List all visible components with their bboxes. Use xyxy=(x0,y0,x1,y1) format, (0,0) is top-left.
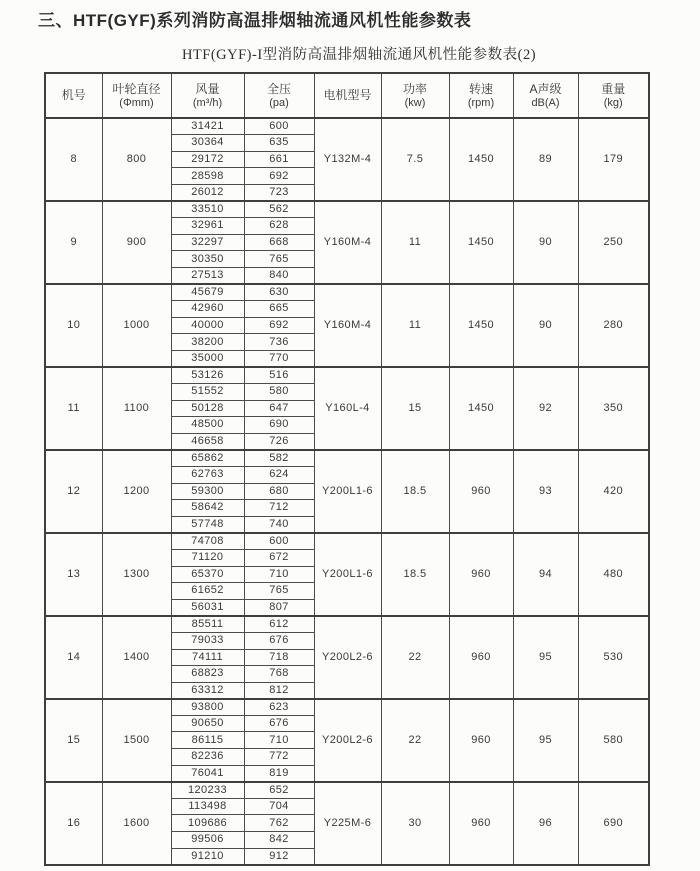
cell-pressure: 676 xyxy=(244,715,314,732)
cell-airflow: 42960 xyxy=(171,301,244,318)
cell-speed: 960 xyxy=(449,533,513,616)
cell-pressure: 692 xyxy=(244,317,314,334)
cell-model-no: 13 xyxy=(45,533,102,616)
header-label: 功率 xyxy=(402,81,427,96)
cell-pressure: 772 xyxy=(244,749,314,766)
table-row xyxy=(45,450,649,467)
table-row xyxy=(45,616,649,633)
cell-motor-model: Y200L1-6 xyxy=(314,533,381,616)
cell-airflow: 46658 xyxy=(171,433,244,450)
cell-pressure: 765 xyxy=(244,583,314,600)
header-label: 全压 xyxy=(266,81,291,96)
header-label: 叶轮直径 xyxy=(112,81,161,96)
cell-pressure: 665 xyxy=(244,301,314,318)
cell-airflow: 56031 xyxy=(171,599,244,616)
cell-power: 7.5 xyxy=(381,118,449,201)
cell-airflow: 109686 xyxy=(171,815,244,832)
cell-pressure: 652 xyxy=(244,782,314,799)
cell-noise-level: 95 xyxy=(513,699,578,782)
cell-weight: 179 xyxy=(578,118,649,201)
header-label: 机号 xyxy=(61,88,86,102)
page-title: 三、HTF(GYF)系列消防高温排烟轴流通风机性能参数表 xyxy=(38,11,472,30)
cell-pressure: 612 xyxy=(244,616,314,633)
cell-motor-model: Y200L2-6 xyxy=(314,616,381,699)
table-row xyxy=(45,367,649,384)
cell-pressure: 600 xyxy=(244,118,314,135)
header-impeller-diameter xyxy=(102,73,171,118)
header-label: A声级 xyxy=(529,81,562,96)
cell-model-no: 10 xyxy=(45,284,102,367)
cell-pressure: 692 xyxy=(244,168,314,185)
cell-model-no: 11 xyxy=(45,367,102,450)
cell-airflow: 30350 xyxy=(171,251,244,268)
header-unit: (pa) xyxy=(269,96,289,109)
cell-speed: 960 xyxy=(449,699,513,782)
cell-impeller-diameter: 800 xyxy=(102,118,171,201)
header-row xyxy=(45,73,649,118)
cell-airflow: 28598 xyxy=(171,168,244,185)
cell-noise-level: 90 xyxy=(513,284,578,367)
cell-power: 30 xyxy=(381,782,449,865)
cell-airflow: 48500 xyxy=(171,417,244,434)
cell-airflow: 71120 xyxy=(171,549,244,566)
header-airflow xyxy=(171,73,244,118)
cell-model-no: 9 xyxy=(45,201,102,284)
cell-airflow: 32961 xyxy=(171,218,244,235)
cell-pressure: 630 xyxy=(244,284,314,301)
cell-speed: 1450 xyxy=(449,367,513,450)
cell-airflow: 82236 xyxy=(171,749,244,766)
cell-impeller-diameter: 900 xyxy=(102,201,171,284)
cell-pressure: 672 xyxy=(244,549,314,566)
cell-model-no: 8 xyxy=(45,118,102,201)
cell-motor-model: Y160M-4 xyxy=(314,284,381,367)
cell-pressure: 770 xyxy=(244,350,314,367)
cell-pressure: 600 xyxy=(244,533,314,550)
cell-airflow: 65862 xyxy=(171,450,244,467)
cell-power: 15 xyxy=(381,367,449,450)
cell-motor-model: Y160L-4 xyxy=(314,367,381,450)
cell-pressure: 807 xyxy=(244,599,314,616)
table-row xyxy=(45,782,649,799)
cell-weight: 250 xyxy=(578,201,649,284)
table-subtitle: HTF(GYF)-I型消防高温排烟轴流通风机性能参数表(2) xyxy=(181,47,537,63)
cell-airflow: 32297 xyxy=(171,234,244,251)
header-unit: (m³/h) xyxy=(192,96,223,109)
cell-pressure: 690 xyxy=(244,417,314,434)
cell-pressure: 726 xyxy=(244,433,314,450)
cell-speed: 960 xyxy=(449,616,513,699)
table-row xyxy=(45,284,649,301)
header-label: 风量 xyxy=(195,81,220,96)
cell-airflow: 58642 xyxy=(171,500,244,517)
cell-pressure: 765 xyxy=(244,251,314,268)
cell-noise-level: 95 xyxy=(513,616,578,699)
cell-airflow: 76041 xyxy=(171,765,244,782)
cell-speed: 1450 xyxy=(449,284,513,367)
header-unit: dB(A) xyxy=(531,96,560,109)
header-label: 转速 xyxy=(468,81,493,96)
cell-speed: 1450 xyxy=(449,201,513,284)
cell-airflow: 86115 xyxy=(171,732,244,749)
cell-pressure: 712 xyxy=(244,500,314,517)
cell-airflow: 51552 xyxy=(171,384,244,401)
cell-airflow: 79033 xyxy=(171,632,244,649)
cell-pressure: 723 xyxy=(244,184,314,201)
cell-weight: 420 xyxy=(578,450,649,533)
cell-model-no: 16 xyxy=(45,782,102,865)
cell-pressure: 736 xyxy=(244,334,314,351)
cell-noise-level: 93 xyxy=(513,450,578,533)
table-row xyxy=(45,699,649,716)
table-row xyxy=(45,201,649,218)
cell-airflow: 40000 xyxy=(171,317,244,334)
cell-airflow: 74708 xyxy=(171,533,244,550)
cell-airflow: 31421 xyxy=(171,118,244,135)
cell-pressure: 635 xyxy=(244,135,314,152)
table-body xyxy=(45,118,649,865)
cell-noise-level: 96 xyxy=(513,782,578,865)
cell-motor-model: Y160M-4 xyxy=(314,201,381,284)
header-power xyxy=(381,73,449,118)
cell-model-no: 15 xyxy=(45,699,102,782)
cell-pressure: 912 xyxy=(244,848,314,865)
table-row xyxy=(45,533,649,550)
cell-speed: 1450 xyxy=(449,118,513,201)
header-weight xyxy=(578,73,649,118)
cell-airflow: 90650 xyxy=(171,715,244,732)
header-motor-model xyxy=(314,73,381,118)
cell-weight: 480 xyxy=(578,533,649,616)
cell-airflow: 45679 xyxy=(171,284,244,301)
cell-pressure: 710 xyxy=(244,732,314,749)
cell-motor-model: Y200L1-6 xyxy=(314,450,381,533)
header-unit: (rpm) xyxy=(467,96,495,109)
cell-airflow: 27513 xyxy=(171,267,244,284)
cell-noise-level: 94 xyxy=(513,533,578,616)
cell-impeller-diameter: 1600 xyxy=(102,782,171,865)
cell-airflow: 91210 xyxy=(171,848,244,865)
header-unit: (kg) xyxy=(603,96,623,109)
cell-weight: 690 xyxy=(578,782,649,865)
cell-model-no: 12 xyxy=(45,450,102,533)
cell-airflow: 85511 xyxy=(171,616,244,633)
cell-pressure: 710 xyxy=(244,566,314,583)
cell-pressure: 647 xyxy=(244,400,314,417)
cell-airflow: 68823 xyxy=(171,666,244,683)
cell-pressure: 680 xyxy=(244,483,314,500)
header-speed xyxy=(449,73,513,118)
cell-pressure: 668 xyxy=(244,234,314,251)
cell-pressure: 768 xyxy=(244,666,314,683)
cell-weight: 530 xyxy=(578,616,649,699)
cell-airflow: 57748 xyxy=(171,516,244,533)
cell-airflow: 120233 xyxy=(171,782,244,799)
cell-pressure: 623 xyxy=(244,699,314,716)
header-total-pressure xyxy=(244,73,314,118)
header-model-no xyxy=(45,73,102,118)
cell-noise-level: 90 xyxy=(513,201,578,284)
header-unit: (Φmm) xyxy=(119,96,154,109)
cell-weight: 350 xyxy=(578,367,649,450)
cell-motor-model: Y200L2-6 xyxy=(314,699,381,782)
cell-noise-level: 92 xyxy=(513,367,578,450)
cell-pressure: 661 xyxy=(244,151,314,168)
cell-power: 18.5 xyxy=(381,450,449,533)
cell-speed: 960 xyxy=(449,782,513,865)
cell-pressure: 580 xyxy=(244,384,314,401)
cell-power: 11 xyxy=(381,284,449,367)
cell-power: 18.5 xyxy=(381,533,449,616)
cell-airflow: 113498 xyxy=(171,798,244,815)
cell-pressure: 516 xyxy=(244,367,314,384)
cell-power: 22 xyxy=(381,616,449,699)
cell-airflow: 26012 xyxy=(171,184,244,201)
cell-pressure: 718 xyxy=(244,649,314,666)
cell-airflow: 65370 xyxy=(171,566,244,583)
cell-pressure: 819 xyxy=(244,765,314,782)
cell-pressure: 676 xyxy=(244,632,314,649)
cell-motor-model: Y132M-4 xyxy=(314,118,381,201)
cell-motor-model: Y225M-6 xyxy=(314,782,381,865)
cell-impeller-diameter: 1000 xyxy=(102,284,171,367)
cell-power: 11 xyxy=(381,201,449,284)
cell-airflow: 33510 xyxy=(171,201,244,218)
cell-impeller-diameter: 1100 xyxy=(102,367,171,450)
header-noise-level xyxy=(513,73,578,118)
cell-impeller-diameter: 1200 xyxy=(102,450,171,533)
cell-airflow: 63312 xyxy=(171,682,244,699)
cell-airflow: 99506 xyxy=(171,832,244,849)
cell-pressure: 624 xyxy=(244,466,314,483)
cell-airflow: 74111 xyxy=(171,649,244,666)
fan-parameters-table xyxy=(44,72,650,866)
cell-impeller-diameter: 1400 xyxy=(102,616,171,699)
cell-airflow: 93800 xyxy=(171,699,244,716)
cell-power: 22 xyxy=(381,699,449,782)
cell-airflow: 59300 xyxy=(171,483,244,500)
cell-pressure: 704 xyxy=(244,798,314,815)
cell-airflow: 61652 xyxy=(171,583,244,600)
cell-weight: 280 xyxy=(578,284,649,367)
cell-airflow: 30364 xyxy=(171,135,244,152)
cell-speed: 960 xyxy=(449,450,513,533)
cell-impeller-diameter: 1300 xyxy=(102,533,171,616)
cell-pressure: 842 xyxy=(244,832,314,849)
cell-airflow: 50128 xyxy=(171,400,244,417)
cell-impeller-diameter: 1500 xyxy=(102,699,171,782)
cell-pressure: 582 xyxy=(244,450,314,467)
cell-pressure: 762 xyxy=(244,815,314,832)
cell-pressure: 562 xyxy=(244,201,314,218)
header-unit: (kw) xyxy=(404,96,426,109)
cell-weight: 580 xyxy=(578,699,649,782)
header-label: 重量 xyxy=(601,81,626,96)
cell-model-no: 14 xyxy=(45,616,102,699)
cell-pressure: 740 xyxy=(244,516,314,533)
table-row xyxy=(45,118,649,135)
cell-airflow: 35000 xyxy=(171,350,244,367)
cell-pressure: 812 xyxy=(244,682,314,699)
cell-noise-level: 89 xyxy=(513,118,578,201)
cell-airflow: 53126 xyxy=(171,367,244,384)
cell-pressure: 628 xyxy=(244,218,314,235)
header-label: 电机型号 xyxy=(323,88,372,102)
cell-airflow: 29172 xyxy=(171,151,244,168)
cell-pressure: 840 xyxy=(244,267,314,284)
cell-airflow: 38200 xyxy=(171,334,244,351)
cell-airflow: 62763 xyxy=(171,466,244,483)
